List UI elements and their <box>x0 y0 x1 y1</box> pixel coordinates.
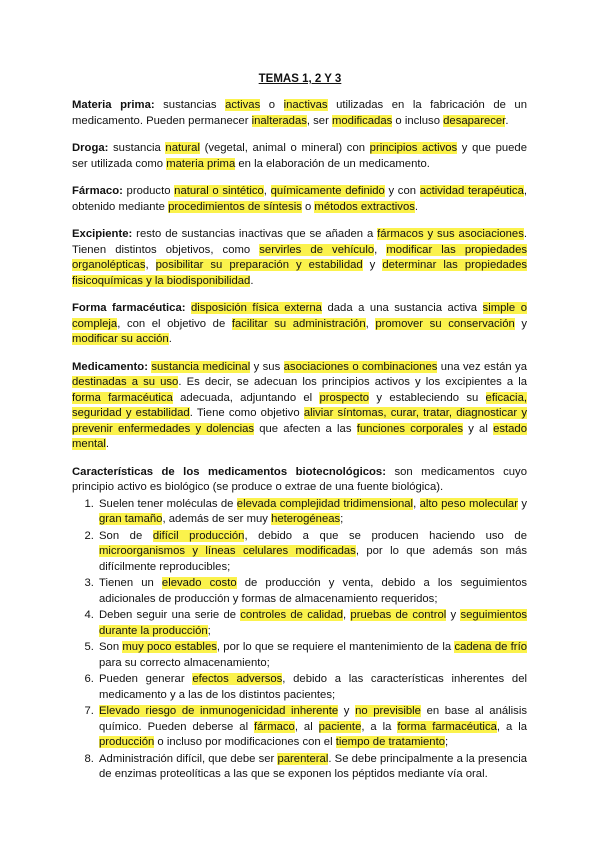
term-label: Características de los medicamentos biotecnológicos: <box>72 465 386 478</box>
text-run: (vegetal, animal o mineral) con <box>199 142 370 154</box>
term-label: Forma farmacéutica: <box>72 302 186 314</box>
text-run: . <box>105 438 110 450</box>
text-run: , <box>145 259 156 271</box>
highlighted-text: gran tamaño <box>99 513 163 525</box>
definition-paragraph <box>72 465 527 496</box>
text-run: , debido a que se producen haciendo uso de <box>244 529 527 542</box>
text-run: son medicamentos cuyo principio activo es biológico (se produce o extrae de una fuente biológica). <box>72 465 527 493</box>
text-run: , ser <box>306 114 332 127</box>
definition-paragraph <box>72 227 527 289</box>
list-item <box>97 608 527 639</box>
highlighted-text: no previsible <box>355 705 421 717</box>
highlighted-text: seguimientos durante la producción <box>99 609 527 637</box>
highlighted-text: forma farmacéutica <box>397 720 497 733</box>
text-run: . <box>250 274 254 287</box>
highlighted-text: modificadas <box>331 114 393 127</box>
text-run: una vez están ya <box>437 360 527 373</box>
text-run: o incluso <box>392 114 444 127</box>
text-run: en la elaboración de un medicamento. <box>235 157 430 170</box>
text-run: ; <box>340 513 344 525</box>
highlighted-text: activas <box>225 99 261 111</box>
text-run: , además de ser muy <box>162 513 272 525</box>
term-label: Droga: <box>72 142 109 154</box>
highlighted-text: modificar su acción <box>72 333 169 345</box>
term-label: Medicamento: <box>72 360 148 373</box>
text-run: que afecten a las <box>254 422 357 435</box>
text-run: utilizadas en la fabricación de un medicamento. Pueden permanecer <box>72 99 527 127</box>
text-run: . Se debe principalmente a la presencia de enzimas proteolíticas a las que se exponen los péptidos mediante vía oral. <box>99 752 527 780</box>
text-run: y <box>362 259 383 271</box>
highlighted-text: elevada complejidad tridimensional <box>236 497 414 510</box>
text-run: ; <box>445 736 449 748</box>
text-run: , <box>343 609 351 621</box>
highlighted-text: pruebas de control <box>350 609 447 621</box>
highlighted-text: procedimientos de síntesis <box>168 200 302 213</box>
definition-paragraph <box>72 301 527 348</box>
text-run: , a la <box>496 720 527 733</box>
definitions-section <box>72 98 527 496</box>
highlighted-text: microorganismos y líneas celulares modificadas <box>99 545 356 557</box>
highlighted-text: simple o compleja <box>72 302 527 330</box>
highlighted-text: sustancia medicinal <box>151 360 251 373</box>
list-item <box>97 497 527 528</box>
text-run: sustancia <box>108 142 166 154</box>
highlighted-text: inalteradas <box>251 114 307 127</box>
highlighted-text: alto peso molecular <box>419 497 518 510</box>
text-run: sustancias <box>154 99 226 111</box>
highlighted-text: estado mental <box>72 422 527 450</box>
text-run: y que puede ser utilizada como <box>72 142 527 170</box>
text-run: . <box>168 333 172 345</box>
highlighted-text: asociaciones o combinaciones <box>283 360 438 373</box>
text-run: y estableciendo su <box>369 391 486 404</box>
highlighted-text: elevado costo <box>161 577 237 589</box>
text-run: adecuada, adjuntando el <box>172 391 320 404</box>
text-run: y al <box>463 422 494 435</box>
text-run: y <box>338 705 356 717</box>
text-run: , <box>263 185 271 197</box>
highlighted-text: heterogéneas <box>271 513 341 525</box>
text-run: de producción y venta, debido a los seguimientos adicionales de producción y formas de almacenamiento requeridos; <box>99 577 528 605</box>
highlighted-text: determinar las propiedades fisicoquímicas y la biodisponibilidad <box>72 259 528 287</box>
text-run: y <box>446 609 461 621</box>
text-run: , al <box>294 720 319 733</box>
text-run: , por lo que además son más difícilmente reproducibles; <box>99 545 528 573</box>
definition-paragraph <box>72 98 527 129</box>
highlighted-text: eficacia, seguridad y estabilidad <box>72 391 527 419</box>
highlighted-text: fármacos y sus asociaciones <box>377 228 524 240</box>
term-label: Fármaco: <box>72 185 123 197</box>
highlighted-text: cadena de frío <box>454 641 527 653</box>
highlighted-text: prospecto <box>319 391 370 404</box>
text-run: , con el objetivo de <box>117 317 232 330</box>
text-run: y sus <box>250 360 284 373</box>
highlighted-text: destinadas a su uso <box>72 376 179 388</box>
text-run: Deben seguir una serie de <box>99 609 241 621</box>
highlighted-text: controles de calidad <box>240 609 344 621</box>
text-run: resto de sustancias inactivas que se añaden a <box>132 228 378 240</box>
text-run: . Es decir, se adecuan los principios activos y los excipientes a la <box>178 376 527 388</box>
document-body <box>72 98 527 784</box>
highlighted-text: métodos extractivos <box>314 200 415 213</box>
text-run: y <box>514 317 528 330</box>
text-run: dada a una sustancia activa <box>321 302 483 314</box>
text-run: producto <box>122 185 175 197</box>
highlighted-text: producción <box>99 736 155 748</box>
highlighted-text: natural o sintético <box>174 185 264 197</box>
document-title: TEMAS 1, 2 Y 3 <box>258 73 342 85</box>
highlighted-text: parenteral <box>277 752 329 765</box>
text-run: o <box>301 200 315 213</box>
list-item <box>97 752 527 783</box>
highlighted-text: modificar las propiedades organolépticas <box>72 243 527 271</box>
highlighted-text: natural <box>165 142 200 154</box>
highlighted-text: promover su conservación <box>375 317 515 330</box>
text-run: . Tiene como objetivo <box>189 407 304 419</box>
text-run: Administración difícil, que debe ser <box>99 752 278 765</box>
highlighted-text: principios activos <box>369 142 458 154</box>
highlighted-text: desaparecer <box>443 114 506 127</box>
definition-paragraph <box>72 360 527 453</box>
text-run: o incluso por modificaciones con el <box>154 736 336 748</box>
highlighted-text: servirles de vehículo <box>259 243 375 256</box>
highlighted-text: actividad terapéutica <box>419 185 524 197</box>
term-label: Materia prima: <box>72 99 155 111</box>
term-label: Excipiente: <box>72 228 133 240</box>
definition-paragraph <box>72 184 527 215</box>
text-run: . Tienen distintos objetivos, como <box>72 228 527 256</box>
list-item <box>97 576 527 607</box>
text-run: o <box>260 99 284 111</box>
highlighted-text: posibilitar su preparación y estabilidad <box>155 259 363 271</box>
text-run: . <box>414 200 419 213</box>
text-run: . <box>505 114 509 127</box>
text-run: , obtenido mediante <box>72 185 527 213</box>
list-item <box>97 704 527 751</box>
text-run: y con <box>384 185 420 197</box>
text-run: Pueden generar <box>99 673 193 685</box>
text-run: Suelen tener moléculas de <box>99 497 237 510</box>
highlighted-text: Elevado riesgo de inmunogenicidad inherente <box>99 705 339 717</box>
text-run: Son <box>99 641 123 653</box>
list-item <box>97 529 527 576</box>
highlighted-text: químicamente definido <box>270 185 385 197</box>
text-run: , por lo que se requiere el mantenimiento de la <box>216 641 455 653</box>
text-run: Son de <box>99 529 153 542</box>
text-run: para su correcto almacenamiento; <box>99 656 270 669</box>
highlighted-text: muy poco estables <box>122 641 217 653</box>
highlighted-text: difícil producción <box>152 529 245 542</box>
text-run: , <box>374 243 387 256</box>
text-run: , <box>365 317 376 330</box>
highlighted-text: efectos adversos <box>192 673 283 685</box>
list-item <box>97 672 527 703</box>
highlighted-text: aliviar síntomas, curar, tratar, diagnosticar y prevenir enfermedades y dolencias <box>72 407 527 435</box>
highlighted-text: tiempo de tratamiento <box>335 736 446 748</box>
text-run: , a la <box>361 720 398 733</box>
highlighted-text: inactivas <box>283 99 328 111</box>
highlighted-text: funciones corporales <box>356 422 463 435</box>
list-item <box>97 640 527 671</box>
highlighted-text: fármaco <box>254 720 295 733</box>
highlighted-text: paciente <box>318 720 362 733</box>
text-run: , <box>413 497 420 510</box>
definition-paragraph <box>72 141 527 172</box>
text-run: en base al análisis químico. Pueden deberse al <box>99 705 527 733</box>
highlighted-text: forma farmacéutica <box>72 391 173 404</box>
highlighted-text: materia prima <box>166 157 236 170</box>
highlighted-text: facilitar su administración <box>231 317 366 330</box>
highlighted-text: disposición física externa <box>191 302 322 314</box>
text-run: ; <box>207 624 211 637</box>
text-run: , debido a las características inherentes del medicamento y a las de los distintos pacientes; <box>99 673 527 701</box>
characteristics-list <box>72 497 527 783</box>
text-run: y <box>517 497 527 510</box>
text-run: Tienen un <box>99 577 162 589</box>
